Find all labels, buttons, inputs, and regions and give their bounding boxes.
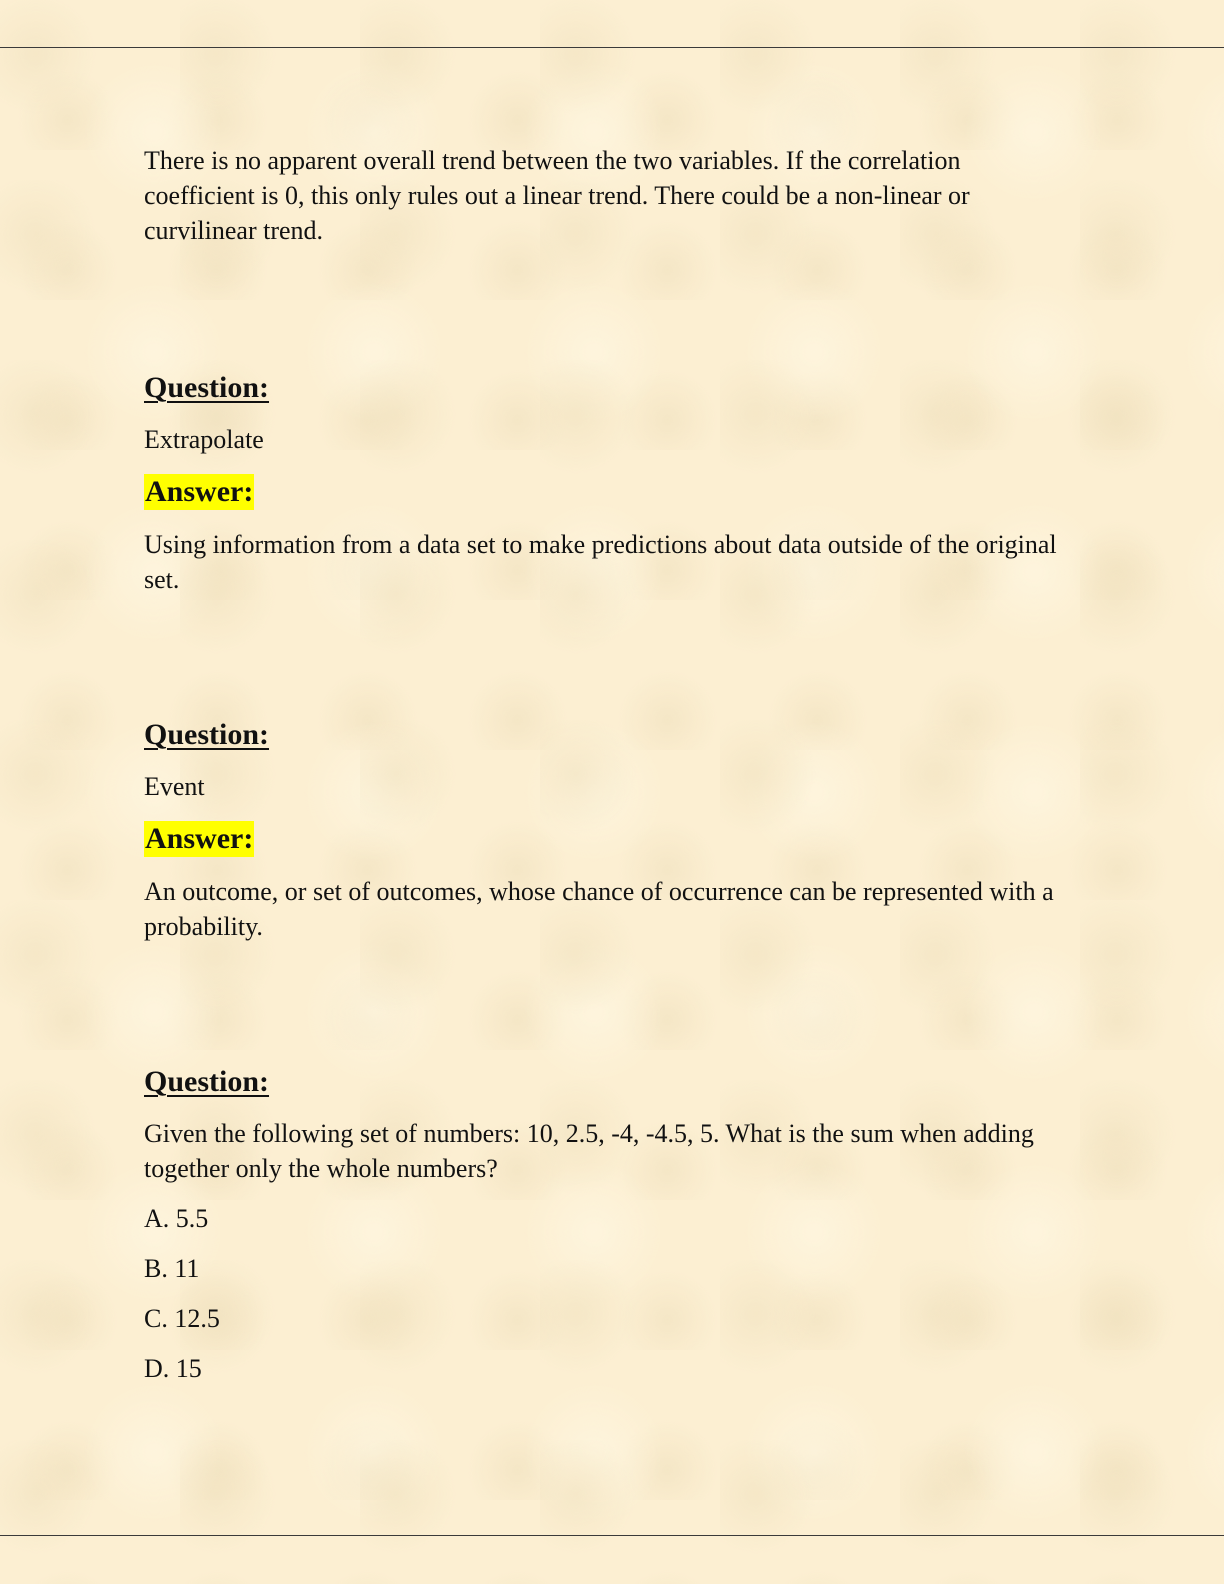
question-term: Extrapolate bbox=[144, 425, 264, 454]
question-term: Event bbox=[144, 772, 205, 801]
answer-heading: Answer: bbox=[145, 475, 254, 508]
mcq-question-text: Given the following set of numbers: 10, 2.5, -4, -4.5, 5. What is the sum when adding together only the whole numbers? bbox=[144, 1119, 1034, 1183]
question-block-2 bbox=[144, 717, 1064, 944]
answer-text: Using information from a data set to make predictions about data outside of the original set. bbox=[144, 530, 1057, 594]
mcq-option-c: C. 12.5 bbox=[144, 1304, 220, 1333]
bottom-rule bbox=[0, 1535, 1224, 1536]
answer-heading: Answer: bbox=[145, 822, 254, 855]
question-heading: Question: bbox=[144, 1065, 270, 1098]
question-heading: Question: bbox=[144, 718, 270, 751]
mcq-option-a: A. 5.5 bbox=[144, 1204, 209, 1233]
page-content bbox=[144, 140, 1064, 1386]
question-block-1 bbox=[144, 370, 1064, 597]
mcq-option-d: D. 15 bbox=[144, 1354, 202, 1383]
answer-text: An outcome, or set of outcomes, whose chance of occurrence can be represented with a probability. bbox=[144, 877, 1054, 941]
mcq-option-b: B. 11 bbox=[144, 1254, 200, 1283]
intro-paragraph: There is no apparent overall trend between the two variables. If the correlation coefficient is 0, this only rules out a linear trend. There could be a non-linear or curvilinear trend. bbox=[144, 146, 970, 245]
question-heading: Question: bbox=[144, 371, 270, 404]
top-rule bbox=[0, 47, 1224, 48]
question-block-3 bbox=[144, 1064, 1064, 1386]
